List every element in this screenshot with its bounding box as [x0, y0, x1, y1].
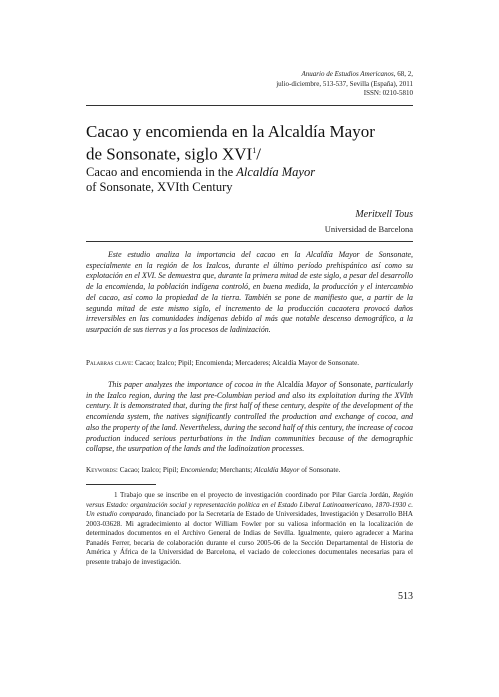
keywords-english	[86, 465, 413, 475]
title-spanish-line-1: Cacao y encomienda en la Alcaldía Mayor	[86, 122, 375, 141]
footnote	[86, 491, 413, 567]
abstract-english-part: , particularly in the Izalco region, during the last pre-Columbian period and also its exploitation during the XVIth century. It is demonstrated that, during the first half of these century, despite of the development of the encomienda system, the natives significantly controlled the production and exchange of cocoa, and also the property of the land. Nevertheless, during the second half of this century, the increase of cocoa production induced serious perturbations in the Indian communities because of the demographic collapse, the usurpation of the lands and the ladinoization processes.	[86, 380, 413, 454]
keywords-spanish-text: Cacao; Izalco; Pipil; Encomienda; Mercaderes; Alcaldía Mayor de Sonsonate.	[133, 359, 360, 367]
title-english-text: Cacao and encomienda in the	[86, 165, 237, 179]
title-english-line-1	[86, 165, 416, 180]
keywords-english-italic: Encomienda	[180, 466, 217, 474]
journal-issn: ISSN: 0210-5810	[363, 89, 413, 97]
journal-line-1	[276, 70, 413, 80]
journal-volume: , 68, 2,	[393, 70, 413, 78]
title-rule	[86, 241, 413, 242]
title-slash: /	[256, 144, 261, 164]
journal-name: Anuario de Estudios Americanos	[301, 70, 394, 78]
keywords-english-part: Cacao; Izalco; Pipil;	[117, 466, 181, 474]
keywords-spanish	[86, 358, 413, 368]
header-rule	[86, 105, 413, 106]
keywords-english-part: ; Merchants;	[216, 466, 255, 474]
title-spanish	[86, 122, 416, 164]
author-affiliation: Universidad de Barcelona	[324, 224, 413, 234]
title-spanish-line-2	[86, 141, 416, 164]
keywords-spanish-label: Palabras clave:	[86, 359, 134, 367]
title-english-italic: Alcaldía Mayor	[236, 165, 316, 179]
footnote-text	[86, 491, 413, 567]
abstract-spanish	[86, 250, 413, 336]
abstract-spanish-text: Este estudio analiza la importancia del cacao en la Alcaldía Mayor de Sonsonate, especialmente en la región de los Izalcos, durante el último período prehispánico así como su explotación en el XVI. Se demuestra que, durante la primera mitad de este siglo, a pesar del desarrollo de la encomienda, la población indígena controló, en buena medida, la producción y el intercambio del cacao, así como la propiedad de la tierra. También se pone de manifiesto que, a partir de la segunda mitad de este mismo siglo, el incremento de la producción cacaotera provocó daños irreversibles en las comunidades indígenas debido al más que notable descenso demográfico, a la usurpación de sus tierras y a los procesos de ladinización.	[86, 250, 413, 334]
abstract-english-part: Mayor of	[303, 380, 339, 389]
abstract-english-text	[86, 380, 413, 455]
author-name: Meritxell Tous	[355, 209, 413, 220]
page-number: 513	[398, 591, 413, 602]
journal-line-2: julio-diciembre, 513-537, Sevilla (España), 2011	[276, 79, 413, 88]
journal-header	[276, 70, 413, 99]
title-english	[86, 165, 416, 195]
footnote-rule	[86, 484, 156, 485]
abstract-english-upright: Alcaldía	[276, 380, 304, 389]
abstract-english-part: This paper analyzes the importance of cocoa in the	[108, 380, 277, 389]
keywords-english-part: of Sonsonate.	[299, 466, 341, 474]
title-english-line-2: of Sonsonate, XVIth Century	[86, 180, 233, 194]
footnote-italic: Región versus Estado: organización social y representación política en el Estado Liberal Latinoamericano, 1870-1930 c. Un estudio comparado	[86, 491, 413, 518]
title-spanish-text: de Sonsonate, siglo XVI	[86, 144, 253, 164]
keywords-english-italic: Alcaldía Mayor	[254, 466, 300, 474]
abstract-english	[86, 380, 413, 455]
footnote-part: 1 Trabajo que se inscribe en el proyecto de investigación coordinado por Pilar García Jordán,	[114, 491, 393, 499]
keywords-english-label: Keywords:	[86, 466, 118, 474]
footnote-marker: 1	[252, 146, 257, 155]
footnote-part: , financiado por la Secretaría de Estado de Universidades, Investigación y Desarrollo BHA 2003-03628. Mi agradecimiento al doctor William Fowler por su valiosa información en la localización de determinados documentos en el Archivo General de Indias de Sevilla. Igualmente, quiero agradecer a Marina Panadés Ferrer, becaria de colaboración durante el curso 2005-06 de la Sección Departamental de Historia de América y África de la Universidad de Barcelona, el vaciado de colecciones documentales necesarias para el presente trabajo de investigación.	[86, 510, 413, 566]
abstract-english-upright: Sonsonate	[338, 380, 371, 389]
